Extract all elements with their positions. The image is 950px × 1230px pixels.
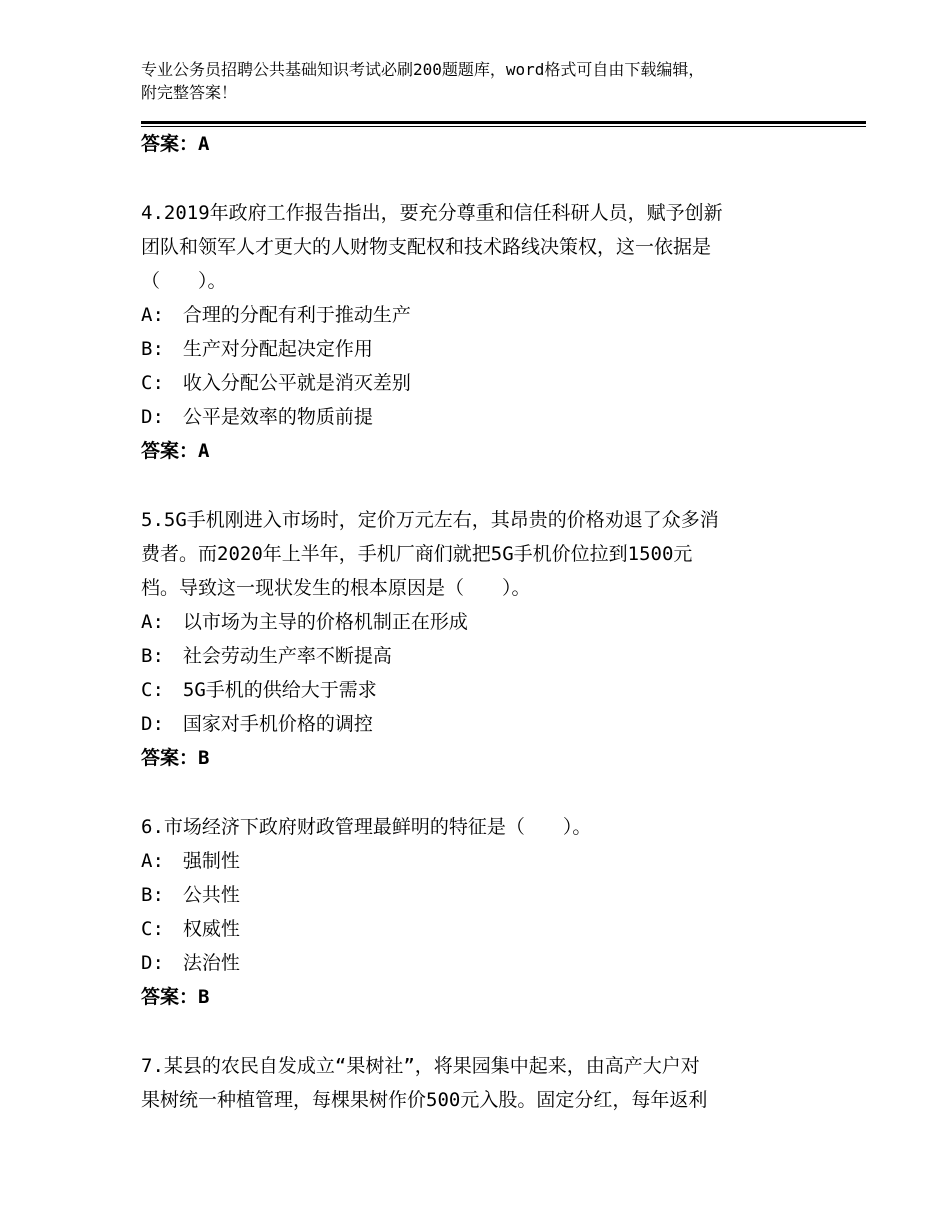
question-text: 5.5G手机刚进入市场时，定价万元左右，其昂贵的价格劝退了众多消 (141, 509, 719, 531)
spacer (141, 1014, 841, 1049)
header-rule-thick (141, 121, 866, 124)
question-text: 费者。而2020年上半年，手机厂商们就把5G手机价位拉到1500元 (141, 543, 693, 565)
question-text: 果树统一种植管理，每棵果树作价500元入股。固定分红，每年返利 (141, 1089, 708, 1111)
document-header (141, 58, 841, 104)
question-7 (141, 1049, 841, 1117)
option-a: A: 以市场为主导的价格机制正在形成 (141, 611, 468, 633)
document-body (141, 127, 841, 1117)
option-a: A: 合理的分配有利于推动生产 (141, 304, 411, 326)
spacer (141, 161, 841, 196)
header-line: 附完整答案！ (141, 83, 238, 102)
spacer (141, 468, 841, 503)
question-text: 6.市场经济下政府财政管理最鲜明的特征是（ ）。 (141, 816, 592, 838)
question-text: 4.2019年政府工作报告指出，要充分尊重和信任科研人员，赋予创新 (141, 202, 723, 224)
option-c: C: 权威性 (141, 918, 240, 940)
question-text: 档。导致这一现状发生的根本原因是（ ）。 (141, 577, 531, 599)
question-4 (141, 196, 841, 468)
option-c: C: 收入分配公平就是消灭差别 (141, 372, 411, 394)
option-a: A: 强制性 (141, 850, 240, 872)
answer: 答案：B (141, 986, 210, 1008)
answer-previous: 答案：A (141, 133, 210, 155)
option-b: B: 社会劳动生产率不断提高 (141, 645, 392, 667)
spacer (141, 775, 841, 810)
option-b: B: 公共性 (141, 884, 240, 906)
option-d: D: 国家对手机价格的调控 (141, 713, 373, 735)
option-b: B: 生产对分配起决定作用 (141, 338, 373, 360)
answer: 答案：A (141, 440, 210, 462)
question-text: （ ）。 (141, 270, 227, 292)
option-d: D: 法治性 (141, 952, 240, 974)
question-5 (141, 503, 841, 775)
option-c: C: 5G手机的供给大于需求 (141, 679, 377, 701)
question-text: 7.某县的农民自发成立“果树社”，将果园集中起来，由高产大户对 (141, 1055, 700, 1077)
answer: 答案：B (141, 747, 210, 769)
question-6 (141, 810, 841, 1014)
question-text: 团队和领军人才更大的人财物支配权和技术路线决策权，这一依据是 (141, 236, 712, 258)
option-d: D: 公平是效率的物质前提 (141, 406, 373, 428)
header-line: 专业公务员招聘公共基础知识考试必刷200题题库，word格式可自由下载编辑， (141, 60, 705, 79)
